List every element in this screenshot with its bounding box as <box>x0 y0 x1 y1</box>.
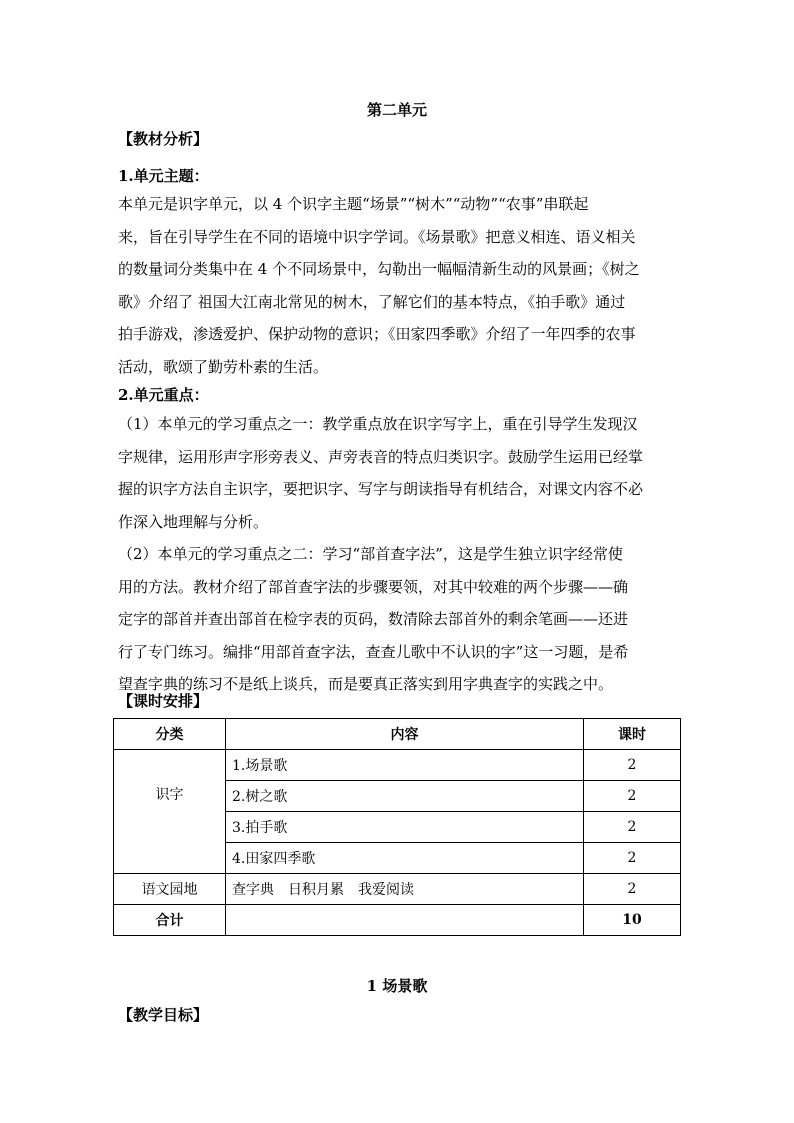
schedule-table <box>113 718 681 936</box>
garden-label: 语文园地 <box>114 874 226 905</box>
focus-line: （1）本单元的学习重点之一：教学重点放在识字写字上，重在引导学生发现汉 <box>118 415 638 433</box>
header-hours: 课时 <box>584 719 681 750</box>
lesson-hours: 2 <box>584 781 681 812</box>
focus-line: 定字的部首并查出部首在检字表的页码，数清除去部首外的剩余笔画——还进 <box>118 610 629 628</box>
header-content: 内容 <box>226 719 584 750</box>
table-header-row <box>114 719 681 750</box>
table-row-garden <box>114 874 681 905</box>
focus-paragraph <box>118 408 680 701</box>
lesson-title: 1 场景歌 <box>366 977 428 995</box>
focus-line: （2）本单元的学习重点之二：学习“部首查字法”，这是学生独立识字经常使 <box>118 545 623 563</box>
total-hours: 10 <box>584 905 681 936</box>
lesson-content: 1.场景歌 <box>226 750 584 781</box>
garden-hours: 2 <box>584 874 681 905</box>
group-label-literacy: 识字 <box>114 750 226 874</box>
table-row <box>114 750 681 781</box>
lesson-content: 2.树之歌 <box>226 781 584 812</box>
header-category: 分类 <box>114 719 226 750</box>
theme-line: 来，旨在引导学生在不同的语境中识字学词。《场景歌》把意义相连、语义相关 <box>118 227 636 246</box>
theme-paragraph <box>118 188 680 383</box>
focus-line: 用的方法。教材介绍了部首查字法的步骤要领，对其中较难的两个步骤——确 <box>118 577 629 596</box>
lesson-content: 4.田家四季歌 <box>226 843 584 874</box>
theme-line: 活动，歌颂了勤劳朴素的生活。 <box>118 357 329 376</box>
garden-content: 查字典 日积月累 我爱阅读 <box>226 874 584 905</box>
theme-line: 歌》介绍了 祖国大江南北常见的树木，了解它们的基本特点，《拍手歌》通过 <box>118 292 626 311</box>
focus-line: 作深入地理解与分析。 <box>118 512 269 531</box>
section-objectives: 【教学目标】 <box>118 1006 209 1024</box>
section-textbook-analysis: 【教材分析】 <box>118 130 209 148</box>
section-schedule: 【课时安排】 <box>118 692 209 710</box>
focus-line: 望查字典的练习不是纸上谈兵，而是要真正落实到用字典查字的实践之中。 <box>118 675 614 693</box>
table-row-total <box>114 905 681 936</box>
lesson-hours: 2 <box>584 843 681 874</box>
theme-line: 本单元是识字单元，以 4 个识字主题“场景”“树木”“动物”“农事”串联起 <box>118 195 589 213</box>
focus-heading: 2.单元重点： <box>118 386 209 404</box>
focus-line: 握的识字方法自主识字，要把识字、写字与朗读指导有机结合，对课文内容不必 <box>118 480 644 498</box>
lesson-hours: 2 <box>584 750 681 781</box>
focus-line: 行了专门练习。编排“用部首查字法，查查儿歌中不认识的字”这一习题，是希 <box>118 642 629 661</box>
total-label: 合计 <box>114 905 226 936</box>
unit-title: 第二单元 <box>366 101 427 119</box>
lesson-content: 3.拍手歌 <box>226 812 584 843</box>
focus-line: 字规律，运用形声字形旁表义、声旁表音的特点归类识字。鼓励学生运用已经掌 <box>118 447 644 466</box>
theme-line: 拍手游戏，渗透爱护、保护动物的意识；《田家四季歌》介绍了一年四季的农事 <box>118 325 636 343</box>
theme-line: 的数量词分类集中在 4 个不同场景中，勾勒出一幅幅清新生动的风景画；《树之 <box>118 260 640 278</box>
total-content-empty <box>226 905 584 936</box>
lesson-hours: 2 <box>584 812 681 843</box>
theme-heading: 1.单元主题： <box>118 167 209 185</box>
